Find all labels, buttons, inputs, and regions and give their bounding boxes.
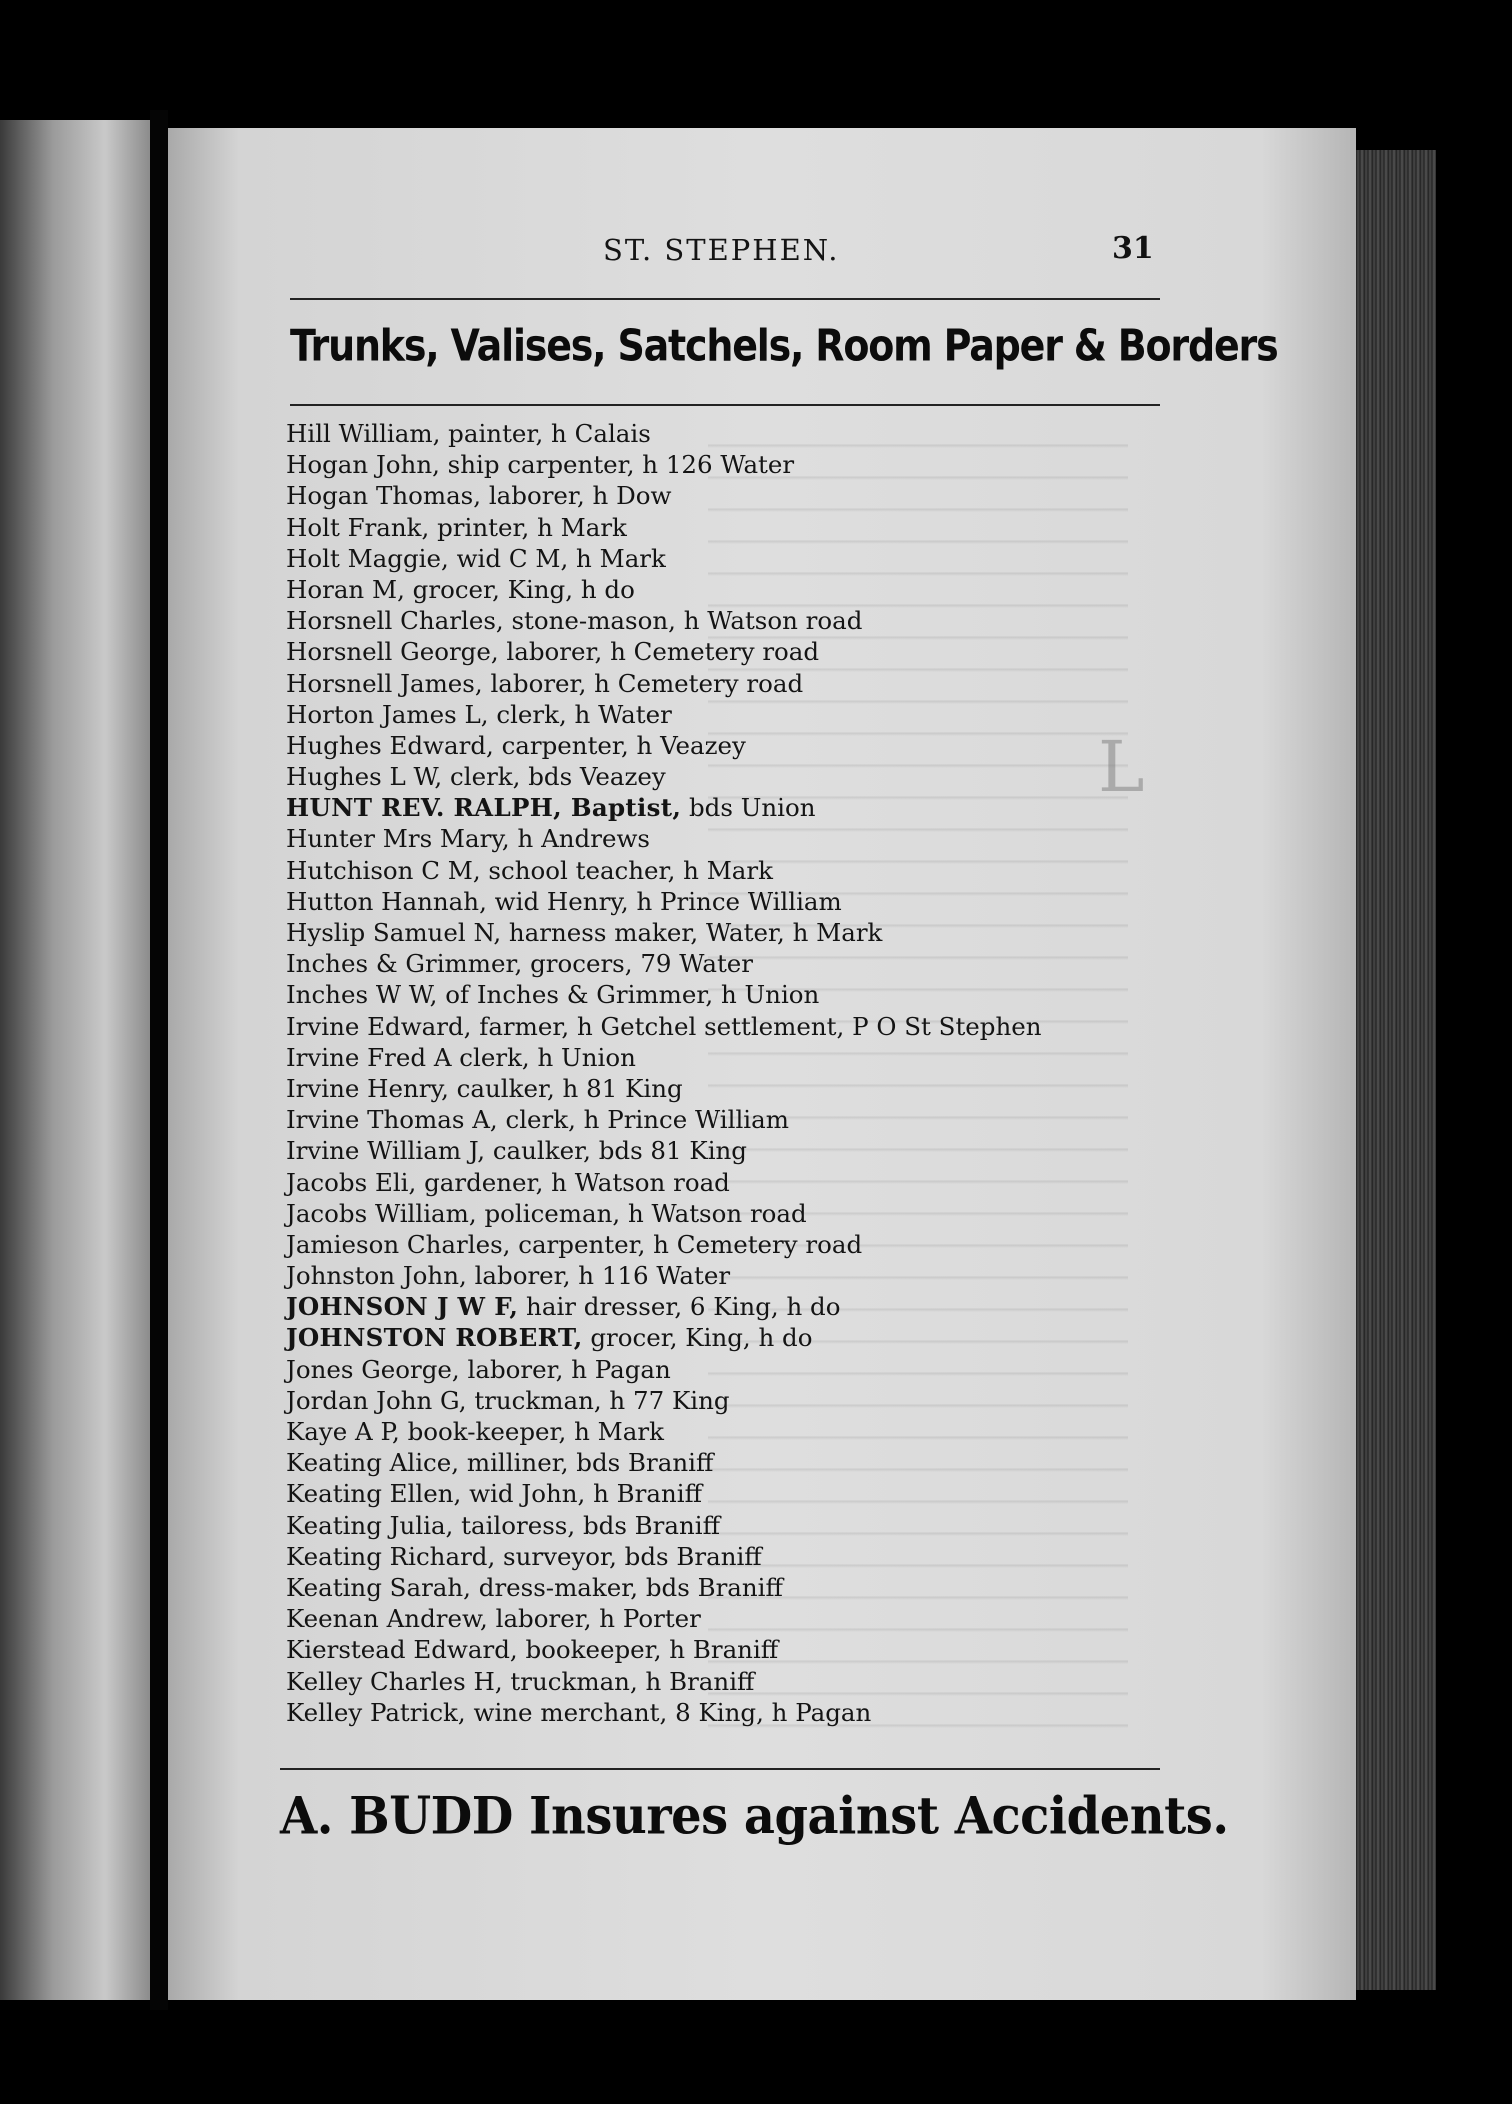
directory-entry [286,1541,1246,1572]
entry-details: milliner, bds Braniff [459,1448,714,1478]
directory-entry [286,1198,1246,1229]
directory-entry [286,1572,1246,1603]
entry-name: Holt Maggie, [286,543,449,573]
directory-entry [286,636,1246,667]
entry-details: caulker, bds 81 King [485,1136,747,1166]
entry-details: carpenter, h Veazey [493,730,746,760]
directory-entry [286,1260,1246,1291]
entry-details: wid C M, h Mark [448,543,666,573]
entry-details: laborer, h Porter [487,1604,701,1634]
page-edges [1356,150,1436,1990]
entry-name: Kierstead Edward, [286,1635,518,1665]
directory-entry [286,480,1246,511]
entry-details: book-keeper, h Mark [399,1417,664,1446]
entry-name: Irvine Thomas A, [286,1105,498,1135]
entry-name: Hill William, [286,419,441,448]
directory-entry [286,792,1246,823]
directory-entry [286,605,1246,636]
show-through-letter: L [1098,726,1145,808]
entry-details: surveyor, bds Braniff [495,1541,762,1571]
entry-name: Hutchison C M, [286,855,481,885]
entry-name: Hutton Hannah, [286,886,487,916]
directory-entry [286,1135,1246,1166]
entry-details: laborer, h Cemetery road [482,668,804,698]
directory-entry [286,1104,1246,1135]
entry-name: JOHNSTON ROBERT, [286,1323,583,1353]
entry-details: laborer, h Dow [481,481,672,511]
directory-entry [286,1603,1246,1634]
entry-name: Holt Frank, [286,512,430,542]
entry-details: farmer, h Getchel settlement, P O St Stephen [471,1011,1042,1041]
entry-name: Horton James L, [286,699,489,729]
entry-details: tailoress, bds Braniff [453,1510,721,1540]
entry-details: clerk, bds Veazey [442,762,666,792]
directory-entry [286,1666,1246,1697]
directory-listings [286,418,1246,1728]
entry-name: Kelley Charles H, [286,1666,503,1696]
directory-entry [286,543,1246,574]
directory-entry [286,1042,1246,1073]
entry-name: Horan M, [286,574,405,604]
entry-details: grocer, King, h do [582,1323,813,1353]
entry-details: laborer, h Cemetery road [498,637,820,667]
directory-entry [286,1634,1246,1665]
entry-details: wid John, h Braniff [461,1479,702,1509]
directory-entry [286,979,1246,1010]
directory-entry [286,574,1246,605]
entry-details: gardener, h Watson road [416,1167,730,1197]
entry-details: clerk, h Union [451,1042,636,1072]
directory-entry [286,1073,1246,1104]
directory-entry [286,1416,1246,1447]
directory-entry [286,761,1246,792]
entry-details: bds Union [681,793,816,823]
directory-entry [286,948,1246,979]
directory-entry [286,1322,1246,1353]
entry-name: Hyslip Samuel N, [286,918,502,947]
entry-details: printer, h Mark [429,512,627,542]
entry-name: Johnston John, [286,1261,467,1291]
directory-entry [286,1510,1246,1541]
entry-details: stone-mason, h Watson road [503,606,863,636]
entry-name: Irvine William J, [286,1136,486,1166]
directory-entry [286,668,1246,699]
entry-name: Jones George, [286,1354,460,1384]
entry-name: Hogan Thomas, [286,481,482,511]
directory-entry [286,1697,1246,1728]
top-advertisement-banner: Trunks, Valises, Satchels, Room Paper & Borders [290,320,1278,371]
directory-entry [286,1354,1246,1385]
running-head [168,233,1356,273]
entry-details: bookeeper, h Braniff [517,1635,779,1665]
entry-name: Irvine Fred A [286,1042,452,1072]
entry-details: truckman, h Braniff [502,1666,755,1696]
entry-details: ship carpenter, h 126 Water [439,450,795,480]
directory-entry [286,1011,1246,1042]
directory-entry [286,1167,1246,1198]
entry-name: Hughes Edward, [286,730,494,760]
entry-name: Keating Julia, [286,1510,454,1540]
entry-details: hair dresser, 6 King, h do [518,1292,841,1322]
entry-name: Keating Sarah, [286,1572,471,1602]
top-rule [290,298,1160,300]
entry-details: school teacher, h Mark [480,855,773,885]
directory-page [168,128,1356,2000]
directory-entry [286,1291,1246,1322]
entry-details: grocer, King, h do [404,574,635,604]
entry-name: Hogan John, [286,450,440,480]
entry-name: Keating Richard, [286,1541,496,1571]
directory-entry [286,1229,1246,1260]
directory-entry [286,855,1246,886]
running-title: ST. STEPHEN. [603,233,840,267]
bottom-advertisement-banner: A. BUDD Insures against Accidents. [280,1786,1229,1847]
entry-details: caulker, h 81 King [448,1073,683,1103]
entry-name: Jacobs William, [286,1198,477,1228]
entry-name: Hughes L W, [286,762,443,792]
entry-name: Kelley Patrick, [286,1697,466,1727]
entry-details: of Inches & Grimmer, h Union [437,980,820,1010]
entry-details: painter, h Calais [440,419,651,448]
entry-details: clerk, h Water [488,699,672,729]
entry-name: Keating Ellen, [286,1479,462,1509]
entry-details: clerk, h Prince William [497,1105,789,1135]
directory-entry [286,823,1246,854]
entry-details: dress-maker, bds Braniff [470,1572,783,1602]
entry-name: Horsnell Charles, [286,606,504,636]
entry-details: harness maker, Water, h Mark [501,918,883,947]
entry-details: laborer, h 116 Water [466,1261,731,1291]
entry-details: h Andrews [509,824,650,854]
entry-name: HUNT REV. RALPH, Baptist, [286,793,682,823]
directory-entry [286,699,1246,730]
entry-name: Keenan Andrew, [286,1604,488,1634]
entry-details: policeman, h Watson road [476,1198,807,1228]
entry-name: JOHNSON J W F, [286,1292,519,1322]
bottom-rule [280,1768,1160,1770]
banner-bottom-rule [290,404,1160,406]
directory-entry [286,1385,1246,1416]
entry-details: grocers, 79 Water [522,949,754,979]
entry-name: Inches W W, [286,980,438,1010]
entry-name: Horsnell James, [286,668,483,698]
entry-name: Horsnell George, [286,637,499,667]
entry-name: Irvine Henry, [286,1073,449,1103]
directory-entry [286,1447,1246,1478]
entry-name: Irvine Edward, [286,1011,472,1041]
entry-name: Jacobs Eli, [286,1167,417,1197]
entry-details: laborer, h Pagan [459,1354,671,1384]
directory-entry [286,917,1246,948]
directory-entry [286,418,1246,449]
directory-entry [286,512,1246,543]
directory-entry [286,449,1246,480]
directory-entry [286,1478,1246,1509]
book-gutter [150,110,168,2010]
directory-entry [286,730,1246,761]
directory-entry [286,886,1246,917]
entry-name: Kaye A P, [286,1417,400,1446]
entry-name: Inches & Grimmer, [286,949,523,979]
entry-details: truckman, h 77 King [466,1385,730,1415]
entry-details: wine merchant, 8 King, h Pagan [465,1697,872,1727]
entry-name: Jordan John G, [286,1385,467,1415]
entry-details: wid Henry, h Prince William [486,886,842,916]
entry-name: Keating Alice, [286,1448,460,1478]
page-number: 31 [1112,231,1154,266]
facing-page [0,120,150,2000]
entry-details: carpenter, h Cemetery road [510,1229,863,1259]
entry-name: Jamieson Charles, [286,1229,511,1259]
entry-name: Hunter Mrs Mary, [286,824,510,854]
